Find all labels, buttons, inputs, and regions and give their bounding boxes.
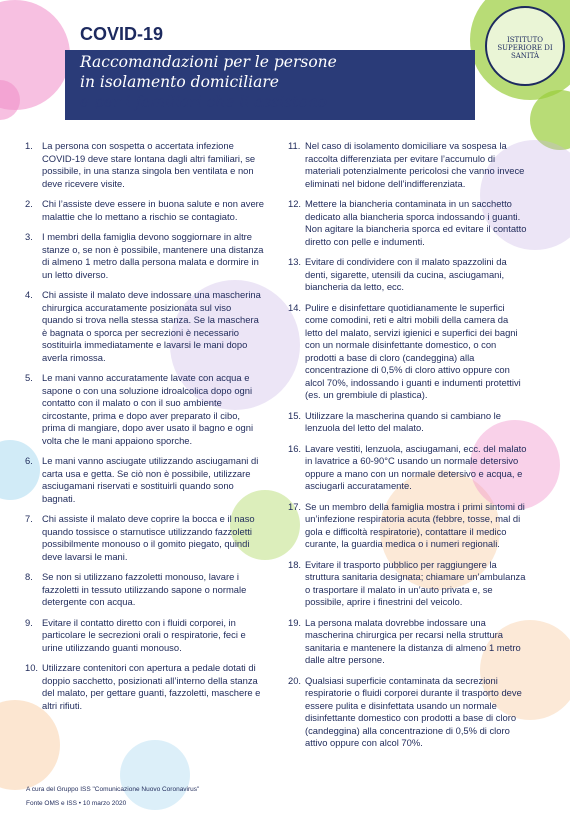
item-number: 12.: [288, 198, 302, 209]
list-item: [25, 513, 265, 563]
decorative-sky-virus: [120, 740, 190, 810]
footer-credit: A cura del Gruppo ISS "Comunicazione Nuovo Coronavirus": [26, 786, 200, 793]
item-number: 2.: [25, 198, 33, 209]
list-item: [288, 617, 528, 667]
item-number: 8.: [25, 571, 33, 582]
item-text: I membri della famiglia devono soggiornare in altre stanze o, se non è possibile, mantenere una distanza di almeno 1 metro dalla persona malata e dormire in un letto diverso.: [42, 231, 264, 280]
list-item: [25, 289, 265, 364]
list-item: [288, 559, 528, 609]
list-item: [288, 443, 528, 493]
footer-source: Fonte OMS e ISS • 10 marzo 2020: [26, 800, 127, 807]
item-text: Pulire e disinfettare quotidianamente le superfici come comodini, reti e altri mobili della camera da letto del malato, servizi igienici e superfici dei bagni con un normale disinfettante domestico, o con prodotti a base di cloro (candeggina) alla concentrazione di 0,5% di cloro attivo oppure con alcol 70%, indossando i guanti e indumenti protettivi (es. un grembiule di plastica).: [305, 301, 521, 400]
item-text: Mettere la biancheria contaminata in un sacchetto dedicato alla biancheria sporca indossando i guanti. Non agitare la biancheria sporca ed evitare il contatto diretto con pelle e indumenti.: [305, 198, 527, 247]
item-text: Se non si utilizzano fazzoletti monouso, lavare i fazzoletti in tessuto utilizzando sapone o normale detergente con acqua.: [42, 571, 247, 607]
item-number: 14.: [288, 301, 302, 313]
list-item: [25, 662, 265, 712]
list-item: [25, 140, 265, 190]
item-text: Se un membro della famiglia mostra i primi sintomi di un’infezione respiratoria acuta (febbre, tosse, mal di gola e difficoltà respiratorie), contattare il medico curante, la guardia medica o i numeri regionali.: [305, 500, 525, 549]
item-text: Chi l’assiste deve essere in buona salute e non avere malattie che lo mettano a rischio se contagiato.: [42, 198, 265, 222]
item-number: 13.: [288, 256, 302, 267]
subtitle-line: Raccomandazioni per le persone: [80, 53, 337, 71]
list-item: [25, 372, 265, 447]
item-number: 20.: [288, 674, 302, 686]
recommendations-right-column: [288, 140, 528, 758]
item-text: Le mani vanno accuratamente lavate con acqua e sapone o con una soluzione idroalcolica dopo ogni contatto con il malato o con il suo ambiente circostante, prima e dopo aver preparato il cibo, prima di mangiare, dopo aver usato il bagno e ogni volta che le mani appaiono sporche.: [42, 372, 254, 446]
item-number: 4.: [25, 289, 33, 300]
list-item: [288, 198, 528, 248]
list-item: [288, 410, 528, 435]
item-number: 9.: [25, 616, 33, 628]
item-text: Chi assiste il malato deve coprire la bocca e il naso quando tossisce o starnutisce utilizzando fazzoletti possibilmente monouso o il gomito piegato, quindi deve lavarsi le mani.: [42, 513, 255, 562]
item-text: Evitare il contatto diretto con i fluidi corporei, in particolare le secrezioni orali o respiratorie, feci e urine utilizzando guanti monouso.: [42, 616, 246, 653]
item-number: 6.: [25, 455, 33, 466]
document-subtitle: [80, 52, 480, 112]
item-text: Utilizzare la mascherina quando si cambiano le lenzuola del letto del malato.: [305, 409, 501, 433]
item-text: Qualsiasi superficie contaminata da secrezioni respiratorie o fluidi corporei durante il trasporto deve essere pulita e disinfettata usando un normale disinfettante domestico con prodotti a base di cloro (candeggina) alla concentrazione di 0,5% di cloro attivo oppure con alcol 70%.: [305, 674, 522, 748]
list-item: [288, 675, 528, 750]
item-text: Chi assiste il malato deve indossare una mascherina chirurgica accuratamente posizionata sul viso quando si trova nella stessa stanza. Se la maschera è bagnata o sporca per secrezioni è necessario sostituirla immediatamente e lavarsi le mani dopo averla rimossa.: [42, 289, 261, 363]
item-number: 1.: [25, 140, 33, 151]
item-number: 11.: [288, 140, 301, 151]
item-text: Utilizzare contenitori con apertura a pedale dotati di doppio sacchetto, posizionati all’interno della stanza del malato, per gettare guanti, fazzoletti, maschere e altri rifiuti.: [42, 662, 261, 711]
item-number: 7.: [25, 513, 33, 524]
subtitle-line: in isolamento domiciliare: [80, 73, 279, 91]
list-item: [25, 231, 265, 281]
item-text: Lavare vestiti, lenzuola, asciugamani, ecc. del malato in lavatrice a 60-90°C usando un normale detersivo oppure a mano con un normale detersivo e acqua, e asciugarli accuratamente.: [305, 442, 527, 491]
item-text: La persona malata dovrebbe indossare una mascherina chirurgica per recarsi nella struttura sanitaria e mantenere la distanza di almeno 1 metro dalle altre persone.: [305, 616, 521, 665]
item-text: La persona con sospetta o accertata infezione COVID-19 deve stare lontana dagli altri familiari, se possibile, in una stanza singola ben ventilata e non deve ricevere visite.: [42, 140, 256, 189]
list-item: [288, 302, 528, 402]
item-text: Le mani vanno asciugate utilizzando asciugamani di carta usa e getta. Se ciò non è possibile, utilizzare asciugamani riservati e sostituirli quando sono bagnati.: [42, 455, 259, 504]
list-item: [288, 501, 528, 551]
list-item: [25, 617, 265, 655]
item-number: 16.: [288, 442, 302, 454]
recommendations-left-column: [25, 140, 265, 720]
seal-text: ISTITUTO SUPERIORE DI SANITÀ: [497, 36, 553, 60]
item-number: 17.: [288, 500, 302, 512]
item-number: 10.: [25, 662, 39, 673]
item-number: 5.: [25, 372, 33, 383]
item-text: Nel caso di isolamento domiciliare va sospesa la raccolta differenziata per evitare l’accumulo di materiali potenzialmente pericolosi che vanno invece eliminati nel bidone dell’indifferenziata.: [305, 140, 525, 189]
list-item: [25, 455, 265, 505]
list-item: [288, 140, 528, 190]
item-number: 3.: [25, 231, 33, 242]
document-title: COVID-19: [80, 24, 164, 44]
list-item: [25, 571, 265, 609]
item-number: 15.: [288, 409, 302, 421]
list-item: [25, 198, 265, 223]
item-text: Evitare di condividere con il malato spazzolini da denti, sigarette, utensili da cucina, asciugamani, biancheria da letto, ecc.: [305, 256, 507, 292]
item-number: 19.: [288, 616, 302, 628]
subtitle-line: e per i familiari che li assistono: [80, 93, 328, 111]
item-number: 18.: [288, 558, 302, 570]
list-item: [288, 256, 528, 294]
iss-seal-logo: [485, 6, 565, 86]
item-text: Evitare il trasporto pubblico per raggiungere la struttura sanitaria designata; chiamare un’ambulanza o trasportare il malato in un’auto privata e, se possibile, aprire i finestrini del veicolo.: [305, 558, 526, 607]
